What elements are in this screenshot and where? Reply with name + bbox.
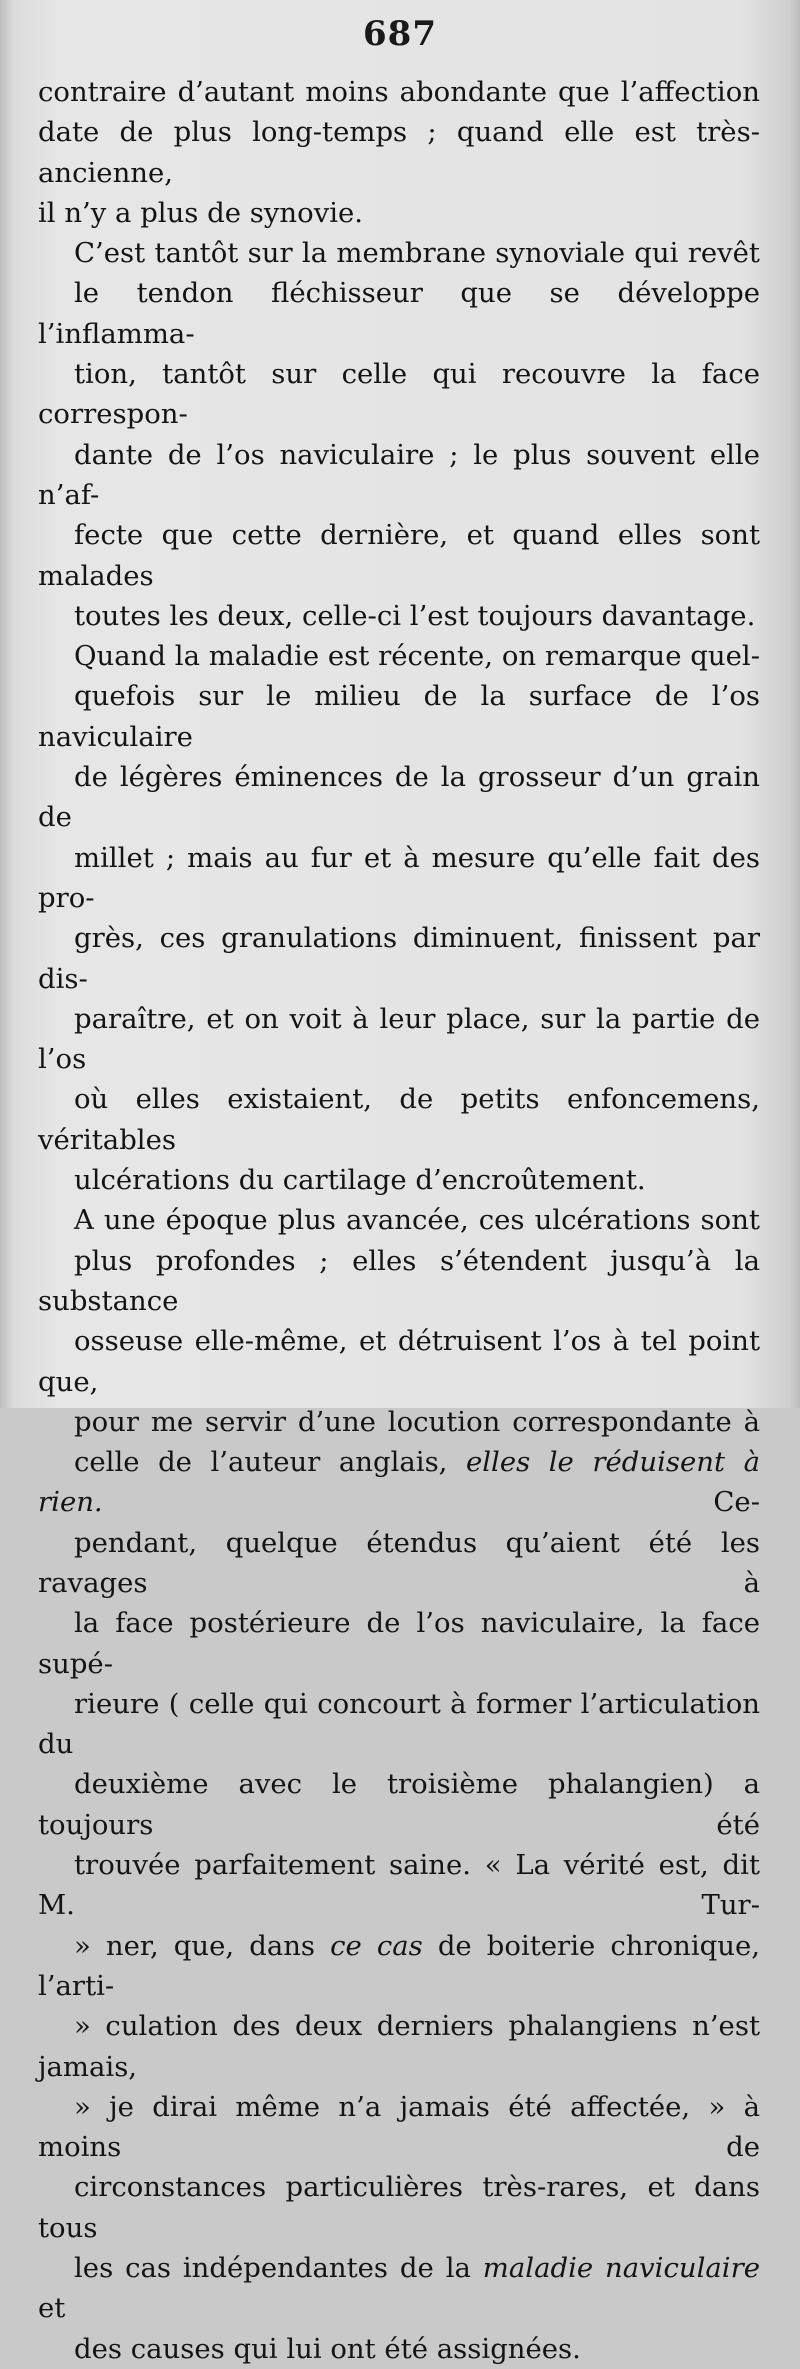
paragraph <box>38 636 760 1200</box>
paragraph <box>38 233 760 636</box>
italic-phrase: ce cas <box>330 1929 423 1962</box>
text-run: » ner, que, dans <box>74 1929 331 1962</box>
text-line <box>38 2329 760 2369</box>
text-line <box>38 2248 760 2329</box>
text-run: pour me servir d’une locution correspondante à <box>74 1405 760 1438</box>
text-line <box>38 838 760 919</box>
text-line <box>38 1321 760 1402</box>
text-run: trouvée parfaitement saine. « La vérité est, dit M. Tur- <box>38 1849 760 1922</box>
text-line <box>38 676 760 757</box>
text-run: contraire d’autant moins abondante que l’affection <box>38 76 760 108</box>
text-run: pendant, quelque étendus qu’aient été les ravages à <box>38 1526 760 1599</box>
text-run: et <box>38 2292 66 2325</box>
text-line <box>38 1764 760 1845</box>
text-run: C’est tantôt sur la membrane synoviale qui revêt <box>74 237 760 270</box>
paragraph <box>38 72 760 233</box>
text-line <box>38 435 760 516</box>
text-run: deuxième avec le troisième phalangien) a toujours été <box>38 1768 760 1841</box>
text-run: dante de l’os naviculaire ; le plus souvent elle n’af- <box>38 438 760 511</box>
text-run: grès, ces granulations diminuent, finissent par dis- <box>38 922 760 995</box>
text-line <box>38 2087 760 2168</box>
text-line <box>38 2006 760 2087</box>
text-run: plus profondes ; elles s’étendent jusqu’à la substance <box>38 1244 760 1317</box>
text-line <box>38 515 760 596</box>
text-line <box>38 757 760 838</box>
text-line <box>38 354 760 435</box>
text-line <box>38 72 760 112</box>
text-line <box>38 1603 760 1684</box>
text-line <box>38 1160 760 1200</box>
text-line <box>38 1402 760 1442</box>
text-line <box>38 1523 760 1604</box>
text-run: il n’y a plus de synovie. <box>38 196 364 229</box>
text-run: les cas indépendantes de la <box>74 2252 483 2285</box>
text-run: rieure ( celle qui concourt à former l’articulation du <box>38 1687 760 1761</box>
italic-phrase: elles le réduisent à rien. <box>38 1446 760 1519</box>
text-run: circonstances particulières très-rares, et dans tous <box>38 2171 760 2244</box>
text-line <box>38 2167 760 2248</box>
text-line <box>38 112 760 193</box>
text-run: toutes les deux, celle-ci l’est toujours davantage. <box>74 599 756 632</box>
text-run: quefois sur le milieu de la surface de l’os naviculaire <box>38 680 760 753</box>
text-line <box>38 1845 760 1926</box>
text-line <box>38 1241 760 1322</box>
page-number: 687 <box>363 14 437 54</box>
text-run: le tendon fléchisseur que se développe l’inflamma- <box>38 277 760 350</box>
text-run: Ce- <box>102 1486 760 1519</box>
text-run: osseuse elle-même, et détruisent l’os à tel point que, <box>38 1325 760 1398</box>
text-run: » culation des deux derniers phalangiens n’est jamais, <box>38 2010 760 2083</box>
text-run: où elles existaient, de petits enfoncemens, véritables <box>38 1083 760 1156</box>
text-line <box>38 1200 760 1240</box>
text-run: date de plus long-temps ; quand elle est très-ancienne, <box>38 116 760 189</box>
text-run: ulcérations du cartilage d’encroûtement. <box>74 1164 646 1197</box>
text-line <box>38 636 760 676</box>
text-line <box>38 193 760 233</box>
italic-phrase: maladie naviculaire <box>482 2252 760 2285</box>
text-line <box>38 999 760 1080</box>
text-run: » je dirai même n’a jamais été affectée, » à moins de <box>38 2090 760 2164</box>
text-run: de légères éminences de la grosseur d’un grain de <box>38 761 760 834</box>
text-run: paraître, et on voit à leur place, sur la partie de l’os <box>38 1002 760 1076</box>
text-run: celle de l’auteur anglais, <box>74 1446 466 1479</box>
text-run: la face postérieure de l’os naviculaire, la face supé- <box>38 1607 760 1680</box>
text-run: A une époque plus avancée, ces ulcérations sont <box>74 1204 760 1237</box>
text-run: tion, tantôt sur celle qui recouvre la face correspon- <box>38 358 760 431</box>
text-line <box>38 1079 760 1160</box>
body-text <box>38 72 760 2369</box>
text-run: fecte que cette dernière, et quand elles sont malades <box>38 519 760 592</box>
text-line <box>38 1442 760 1523</box>
text-run: millet ; mais au fur et à mesure qu’elle fait des pro- <box>38 841 760 914</box>
text-line <box>38 233 760 273</box>
text-line <box>38 1684 760 1765</box>
text-line <box>38 596 760 636</box>
text-run: Quand la maladie est récente, on remarque quel- <box>74 640 760 673</box>
text-run: de boiterie chronique, l’arti- <box>38 1929 760 2002</box>
text-line <box>38 273 760 354</box>
text-line <box>38 918 760 999</box>
paragraph <box>38 1200 760 2369</box>
text-line <box>38 1926 760 2007</box>
text-run: des causes qui lui ont été assignées. <box>74 2332 581 2365</box>
